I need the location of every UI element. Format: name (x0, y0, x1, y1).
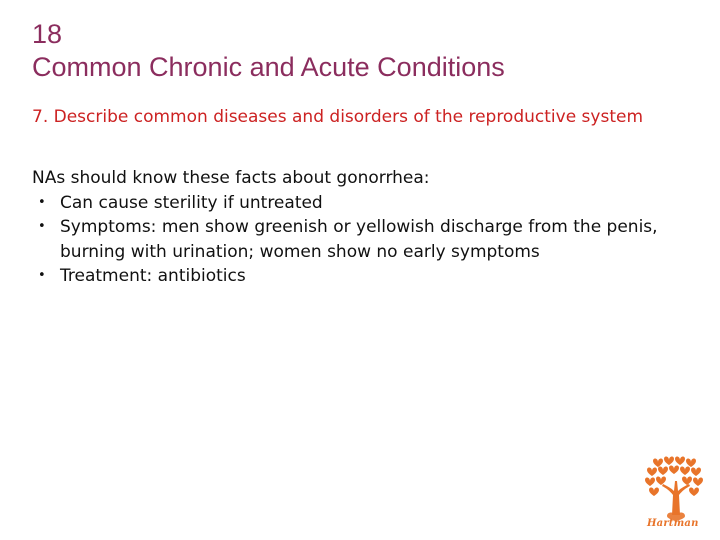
slide-body (32, 166, 692, 289)
bullet-text: Symptoms: men show greenish or yellowish discharge from the penis, burning with urination; women show no early symptoms (60, 217, 658, 262)
bullet-item (32, 191, 692, 216)
learning-objective: 7. Describe common diseases and disorders of the reproductive system (32, 107, 644, 127)
bullet-icon: • (38, 219, 46, 234)
bullet-item (32, 264, 692, 289)
chapter-name: Common Chronic and Acute Conditions (32, 52, 505, 82)
bullet-item (32, 215, 692, 264)
bullet-text: Can cause sterility if untreated (60, 192, 323, 213)
brand-wordmark: Hartman (647, 518, 699, 529)
bullet-icon: • (38, 194, 46, 210)
bullet-list (32, 191, 692, 289)
chapter-title (32, 18, 505, 84)
chapter-number: 18 (32, 19, 63, 49)
bullet-icon: • (38, 268, 46, 283)
bullet-text: Treatment: antibiotics (60, 266, 246, 286)
intro-text: NAs should know these facts about gonorrhea: (32, 168, 430, 188)
